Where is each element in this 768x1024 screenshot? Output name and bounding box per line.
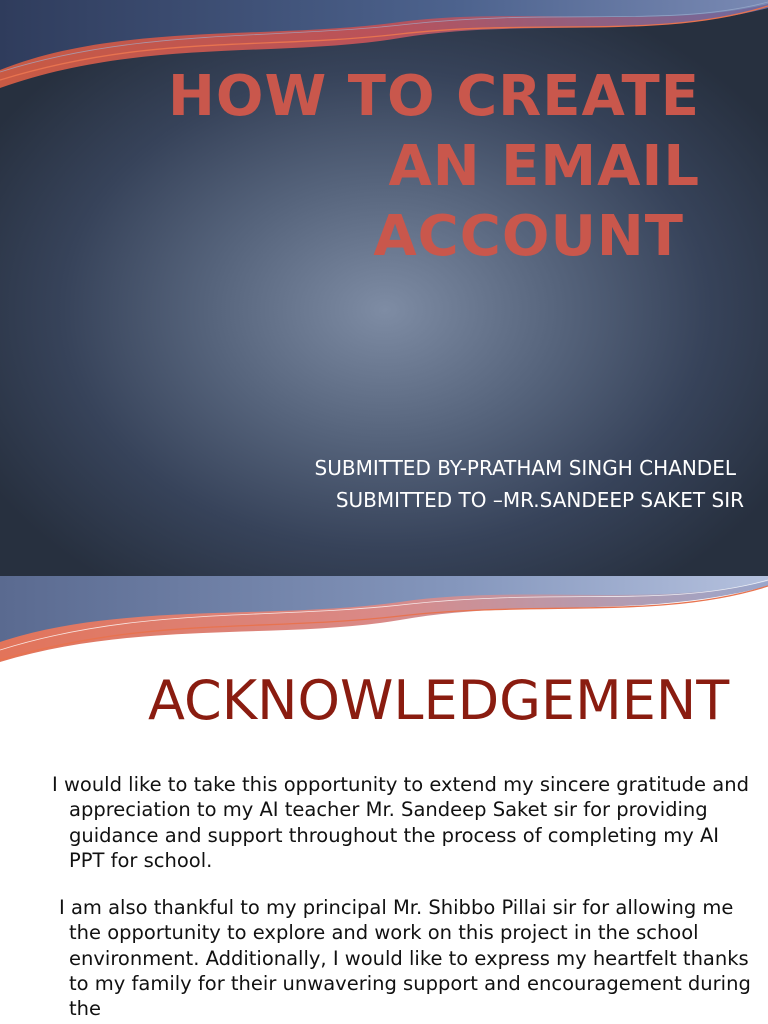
paragraph: I am also thankful to my principal Mr. Shibbo Pillai sir for allowing me the opportunity to explore and work on this project in the school environment. Additionally, I would like to express my heartfelt thanks to my family for their unwavering support and encouragement during the (59, 896, 751, 1021)
title-line: HOW TO CREATE (168, 64, 700, 129)
submitted-by: SUBMITTED BY-PRATHAM SINGH CHANDEL (314, 456, 736, 480)
title-line: ACCOUNT (373, 204, 684, 269)
submitted-to: SUBMITTED TO –MR.SANDEEP SAKET SIR (335, 488, 744, 512)
acknowledgement-slide (0, 576, 768, 1024)
paragraph: I would like to take this opportunity to extend my sincere gratitude and appreciation to my AI teacher Mr. Sandeep Saket sir for providing guidance and support throughout the process of completing my AI PPT for school. (52, 773, 749, 872)
acknowledgement-body (52, 772, 752, 1024)
slide-title (168, 62, 700, 272)
submission-info (315, 452, 744, 516)
title-line: AN EMAIL (388, 134, 700, 199)
top-wave-decoration (0, 576, 768, 666)
slide-heading: ACKNOWLEDGEMENT (148, 669, 730, 732)
